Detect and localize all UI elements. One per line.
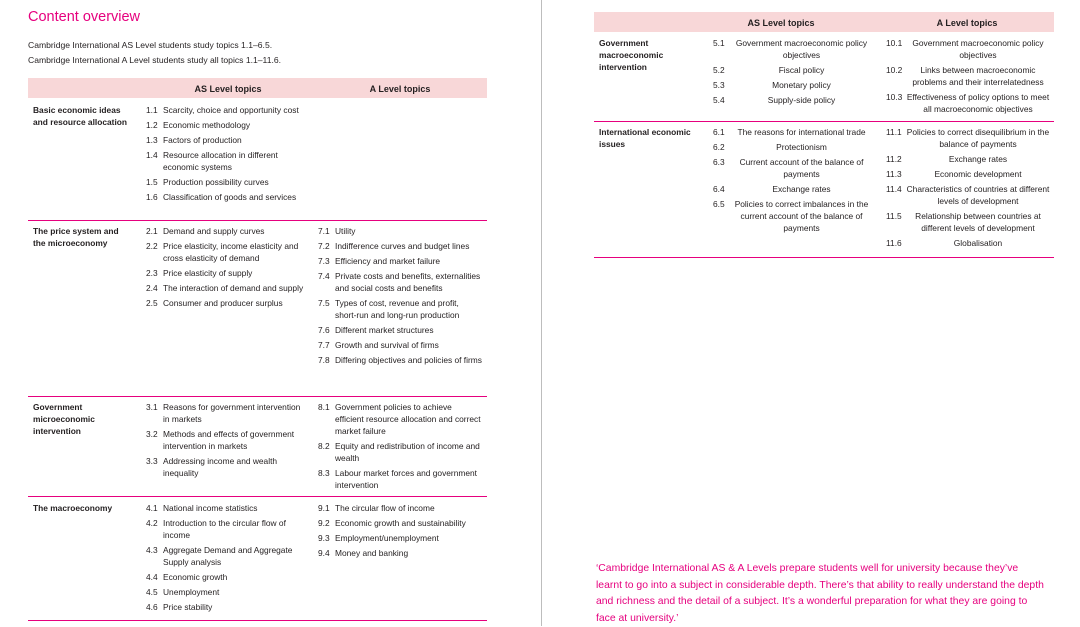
topic-number: 3.3 [146, 456, 158, 466]
topic-number: 2.4 [146, 283, 158, 293]
as-topic-list [713, 126, 873, 237]
topic-number: 1.1 [146, 105, 158, 115]
topics-header [28, 78, 487, 98]
a-level-header: A Level topics [369, 84, 431, 94]
topic-item [886, 237, 1050, 249]
topic-number: 4.6 [146, 602, 158, 612]
topic-number: 4.1 [146, 503, 158, 513]
topic-item [318, 324, 482, 336]
topic-number: 4.3 [146, 545, 158, 555]
topic-title: Money and banking [335, 548, 409, 558]
page-title: Content overview [28, 9, 141, 25]
topic-title: Types of cost, revenue and profit, short-run and long-run production [335, 298, 460, 320]
topic-item [146, 191, 306, 203]
a-topic-list [318, 502, 482, 562]
topic-title: Price elasticity, income elasticity and cross elasticity of demand [163, 241, 299, 263]
topic-item [318, 270, 482, 294]
topic-item [318, 297, 482, 321]
topic-number: 9.1 [318, 503, 330, 513]
as-topic-list [146, 225, 306, 312]
topic-title: Supply-side policy [767, 95, 836, 105]
topic-number: 4.4 [146, 572, 158, 582]
topic-title: Efficiency and market failure [335, 256, 441, 266]
a-topic-list [886, 126, 1050, 252]
topic-title: Government macroeconomic policy objectives [912, 38, 1044, 60]
topic-number: 6.5 [713, 199, 725, 209]
topic-number: 7.4 [318, 271, 330, 281]
section-heading-the-price-system-and-the-microeconomy: The price system and the microeconomy [33, 226, 119, 248]
topic-number: 1.3 [146, 135, 158, 145]
topic-item [146, 571, 306, 583]
topic-item [318, 339, 482, 351]
topic-title: Links between macroeconomic problems and their interrelatedness [912, 65, 1044, 87]
section-heading-the-macroeconomy: The macroeconomy [33, 503, 113, 513]
topic-item [146, 401, 306, 425]
topic-item [146, 176, 306, 188]
topic-title: Indifference curves and budget lines [335, 241, 470, 251]
topic-title: Monetary policy [772, 80, 831, 90]
topic-number: 1.6 [146, 192, 158, 202]
topic-title: Economic growth and sustainability [335, 518, 466, 528]
topic-title: Government policies to achieve efficient resource allocation and correct market failure [335, 402, 481, 436]
as-level-header: AS Level topics [194, 84, 262, 94]
topic-title: Exchange rates [772, 184, 831, 194]
topic-item [886, 64, 1050, 88]
topic-number: 5.1 [713, 38, 725, 48]
topic-number: 10.2 [886, 65, 903, 75]
topic-title: Unemployment [163, 587, 220, 597]
topic-title: Economic growth [163, 572, 228, 582]
topic-item [146, 428, 306, 452]
topic-item [146, 544, 306, 568]
topic-number: 6.4 [713, 184, 725, 194]
topic-number: 4.2 [146, 518, 158, 528]
topic-number: 5.3 [713, 80, 725, 90]
topic-item [318, 532, 482, 544]
topic-number: 7.6 [318, 325, 330, 335]
topic-title: Price stability [163, 602, 213, 612]
intro-line-as: Cambridge International AS Level students study topics 1.1–6.5. [28, 40, 273, 50]
section-international-issues [594, 126, 1054, 258]
topic-item [146, 517, 306, 541]
topic-item [886, 183, 1050, 207]
topic-title: National income statistics [163, 503, 258, 513]
topic-item [146, 297, 306, 309]
section-basic-economic-ideas [28, 104, 487, 221]
topic-title: Equity and redistribution of income and wealth [335, 441, 480, 463]
topic-title: Private costs and benefits, externalities and social costs and benefits [335, 271, 481, 293]
topic-title: Resource allocation in different economic systems [163, 150, 278, 172]
topic-number: 11.2 [886, 154, 902, 164]
topic-title: The interaction of demand and supply [163, 283, 304, 293]
section-government-micro [28, 401, 487, 497]
topic-title: Economic methodology [163, 120, 251, 130]
topic-title: Policies to correct disequilibrium in the balance of payments [906, 127, 1050, 149]
section-government-macro [594, 37, 1054, 122]
topic-item [886, 153, 1050, 165]
topic-title: Reasons for government intervention in markets [163, 402, 301, 424]
topic-number: 6.1 [713, 127, 725, 137]
topic-title: Addressing income and wealth inequality [163, 456, 278, 478]
topic-title: Different market structures [335, 325, 434, 335]
topic-title: Price elasticity of supply [163, 268, 253, 278]
topic-title: Growth and survival of firms [335, 340, 439, 350]
topic-title: Production possibility curves [163, 177, 269, 187]
section-heading-international-economic-issues: International economic issues [599, 127, 691, 149]
topic-number: 2.5 [146, 298, 158, 308]
topic-number: 10.3 [886, 92, 903, 102]
topic-title: Utility [335, 226, 356, 236]
topic-title: Policies to correct imbalances in the current account of the balance of payments [734, 199, 869, 233]
topic-number: 11.6 [886, 238, 902, 248]
topic-number: 6.2 [713, 142, 725, 152]
topic-item [146, 455, 306, 479]
as-topic-list [146, 502, 306, 616]
as-topic-list [713, 37, 873, 109]
topic-title: Classification of goods and services [163, 192, 297, 202]
topic-item [146, 119, 306, 131]
topic-title: Methods and effects of government intervention in markets [163, 429, 295, 451]
topic-number: 2.3 [146, 268, 158, 278]
topic-item [146, 240, 306, 264]
as-topic-list [146, 104, 306, 206]
section-price-system [28, 225, 487, 397]
topic-title: Scarcity, choice and opportunity cost [163, 105, 299, 115]
topic-number: 7.8 [318, 355, 330, 365]
topic-number: 7.3 [318, 256, 330, 266]
topic-number: 11.4 [886, 184, 902, 194]
topic-number: 6.3 [713, 157, 725, 167]
topic-title: Employment/unemployment [335, 533, 439, 543]
topic-title: Labour market forces and government intervention [335, 468, 477, 490]
topic-title: Current account of the balance of payments [739, 157, 864, 179]
section-heading-government-microeconomic-intervention: Government microeconomic intervention [33, 402, 95, 436]
topic-item [713, 94, 873, 106]
topic-number: 3.2 [146, 429, 158, 439]
topic-number: 9.4 [318, 548, 330, 558]
topic-number: 1.5 [146, 177, 158, 187]
topic-item [713, 141, 873, 153]
topic-title: Differing objectives and policies of firms [335, 355, 482, 365]
topic-number: 2.2 [146, 241, 158, 251]
topic-title: Demand and supply curves [163, 226, 265, 236]
topic-item [146, 134, 306, 146]
topic-title: Relationship between countries at different levels of development [915, 211, 1041, 233]
topic-number: 9.2 [318, 518, 330, 528]
a-topic-list [318, 401, 482, 494]
right-page [542, 0, 1080, 626]
topic-number: 8.3 [318, 468, 330, 478]
topic-number: 11.5 [886, 211, 902, 221]
topic-item [146, 601, 306, 613]
topic-item [886, 168, 1050, 180]
topic-item [318, 240, 482, 252]
topic-number: 11.1 [886, 127, 902, 137]
topic-title: Introduction to the circular flow of income [163, 518, 286, 540]
topic-item [146, 282, 306, 294]
topic-item [713, 64, 873, 76]
topic-number: 8.2 [318, 441, 330, 451]
topic-item [146, 502, 306, 514]
topic-number: 7.2 [318, 241, 330, 251]
topic-number: 3.1 [146, 402, 158, 412]
topic-title: Economic development [934, 169, 1022, 179]
testimonial-quote: ‘Cambridge International AS & A Levels prepare students well for university because they’ve learnt to go into a subject in considerable depth. There’s that ability to really understand the depth and richness and the detail of a subject. It’s a wonderful preparation for what they are going to face at university.’ [596, 563, 1044, 624]
topic-title: Factors of production [163, 135, 242, 145]
topic-title: Effectiveness of policy options to meet all macroeconomic objectives [906, 92, 1050, 114]
topic-item [146, 149, 306, 173]
topic-item [146, 225, 306, 237]
topic-item [318, 255, 482, 267]
topic-title: Fiscal policy [778, 65, 825, 75]
topic-item [713, 156, 873, 180]
topic-item [886, 126, 1050, 150]
intro-text [28, 38, 281, 67]
topic-item [886, 37, 1050, 61]
topic-item [318, 440, 482, 464]
topic-number: 1.4 [146, 150, 158, 160]
topic-item [713, 37, 873, 61]
as-level-header-right: AS Level topics [747, 18, 815, 28]
as-topic-list [146, 401, 306, 482]
section-macroeconomy [28, 502, 487, 621]
topic-title: The circular flow of income [335, 503, 435, 513]
topic-number: 9.3 [318, 533, 330, 543]
topic-item [886, 210, 1050, 234]
topic-number: 5.4 [713, 95, 725, 105]
topic-item [146, 267, 306, 279]
topic-item [318, 547, 482, 559]
topic-item [318, 225, 482, 237]
topic-title: Protectionism [776, 142, 827, 152]
topic-number: 10.1 [886, 38, 903, 48]
topic-item [713, 79, 873, 91]
topic-number: 5.2 [713, 65, 725, 75]
topic-title: Government macroeconomic policy objectives [735, 38, 868, 60]
topic-number: 8.1 [318, 402, 330, 412]
topic-item [713, 198, 873, 234]
intro-line-a: Cambridge International A Level students study all topics 1.1–11.6. [28, 54, 282, 65]
topic-item [318, 502, 482, 514]
section-heading-basic-economic-ideas-and-resource-allocation: Basic economic ideas and resource allocation [33, 105, 128, 127]
a-level-header-right: A Level topics [936, 18, 998, 28]
topic-number: 2.1 [146, 226, 158, 236]
topic-number: 1.2 [146, 120, 158, 130]
topic-item [713, 183, 873, 195]
a-topic-list [318, 225, 482, 369]
topic-item [146, 586, 306, 598]
topic-title: Characteristics of countries at different levels of development [906, 184, 1050, 206]
topic-item [318, 354, 482, 366]
topic-number: 7.5 [318, 298, 330, 308]
topics-header-right [594, 12, 1054, 32]
topic-item [318, 467, 482, 491]
topic-item [318, 401, 482, 437]
topic-item [318, 517, 482, 529]
topic-item [886, 91, 1050, 115]
topic-number: 4.5 [146, 587, 158, 597]
topic-title: Globalisation [953, 238, 1003, 248]
topic-number: 7.1 [318, 226, 330, 236]
topic-item [146, 104, 306, 116]
topic-number: 7.7 [318, 340, 330, 350]
topic-item [713, 126, 873, 138]
topic-title: Aggregate Demand and Aggregate Supply analysis [163, 545, 293, 567]
topic-title: Exchange rates [948, 154, 1008, 164]
topic-title: The reasons for international trade [737, 127, 866, 137]
section-heading-government-macroeconomic-intervention: Government macroeconomic intervention [599, 38, 664, 72]
a-topic-list [886, 37, 1050, 118]
topic-number: 11.3 [886, 169, 902, 179]
topic-title: Consumer and producer surplus [163, 298, 283, 308]
